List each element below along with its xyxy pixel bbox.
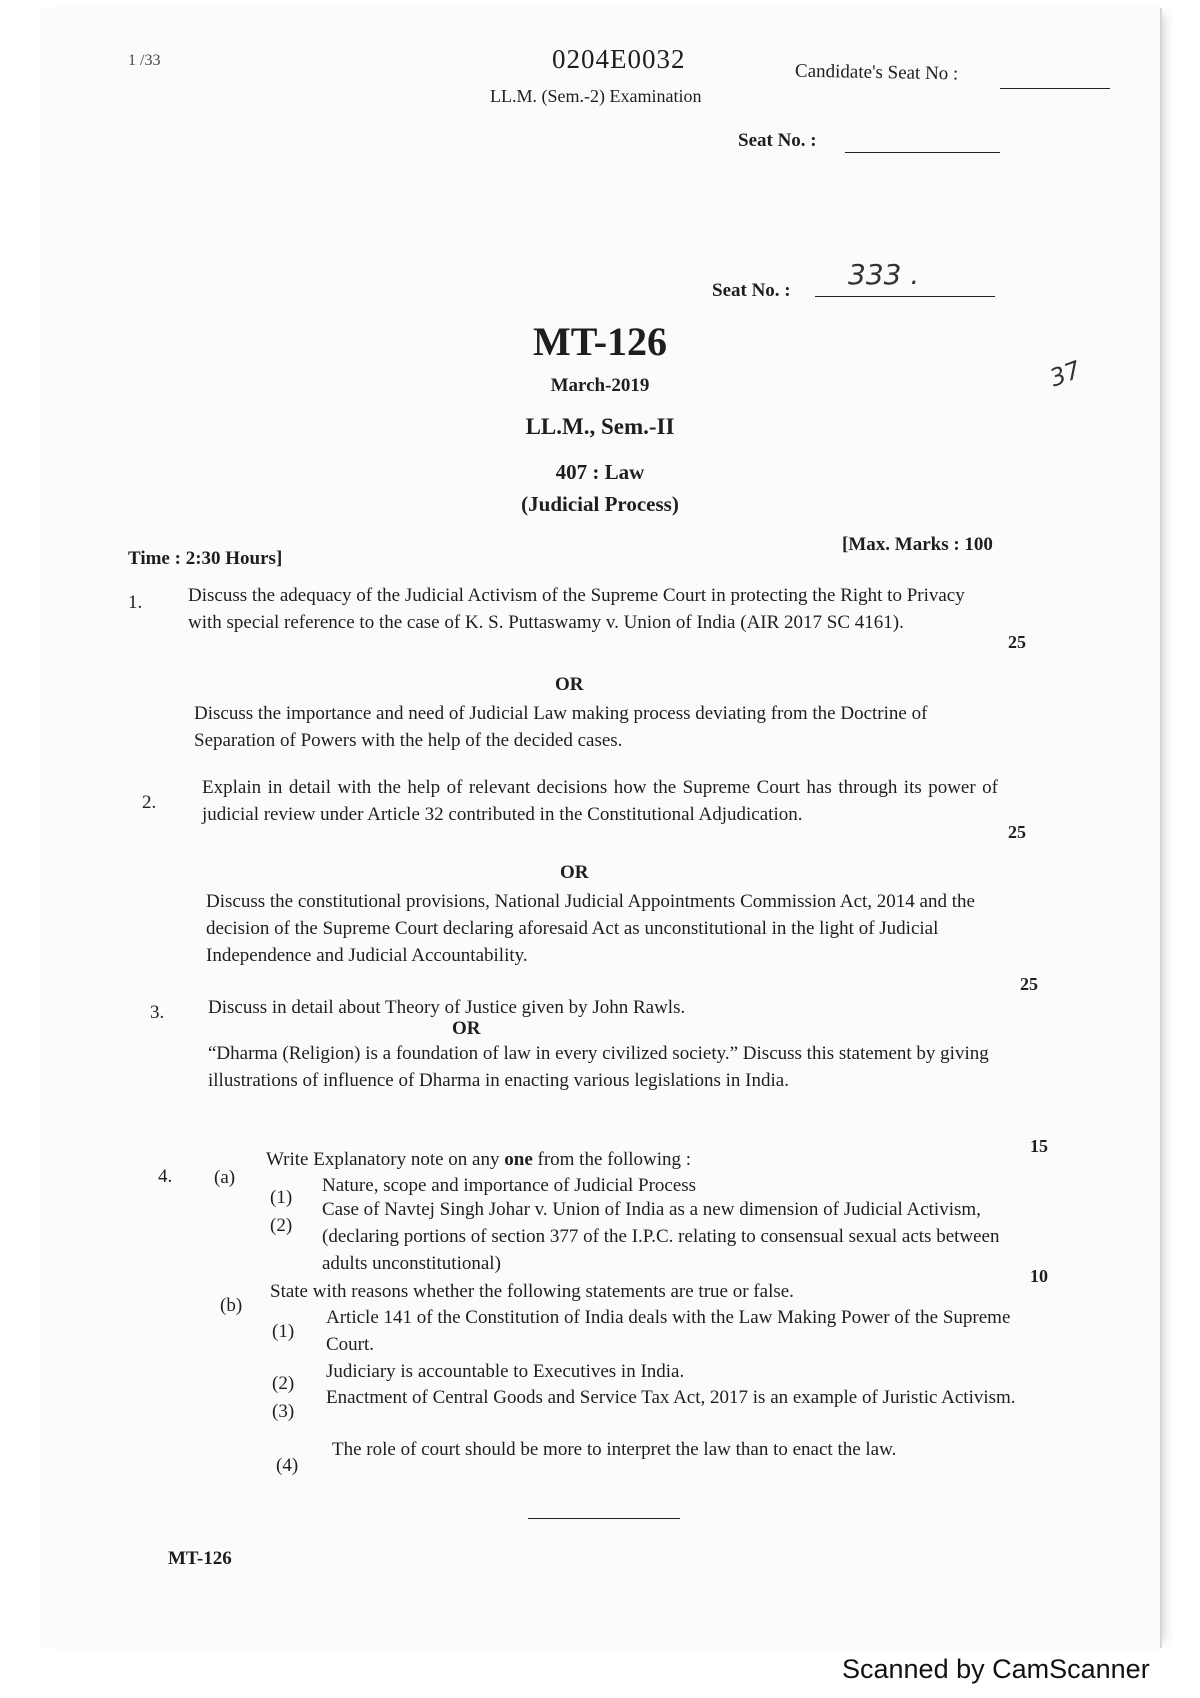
part-a-item-2: Case of Navtej Singh Johar v. Union of India as a new dimension of Judicial Activism, (declaring portions of section 377 of the I.P.C. relating to consensual sexual acts between adults unconstitutional) [322,1199,1000,1274]
part-b-item-4: The role of court should be more to interpret the law than to enact the law. [332,1439,897,1460]
question-1-alternative: Discuss the importance and need of Judicial Law making process deviating from the Doctrine of Separation of Powers with the help of the decided cases. [194,703,928,751]
item-number: (2) [272,1373,295,1394]
question-marks: 10 [1030,1266,1048,1286]
paper-code-title: MT-126 [532,319,668,364]
exam-session: March-2019 [550,375,650,396]
question-3-text: Discuss in detail about Theory of Justice given by John Rawls. [208,997,686,1018]
part-b-item-2: Judiciary is accountable to Executives in India. [326,1361,685,1382]
seat-number-label-1: Seat No. : [738,130,817,151]
part-b-instruction: State with reasons whether the following statements are true or false. [270,1281,794,1302]
page-reference: 1 /33 [128,52,161,69]
candidate-seat-label: Candidate's Seat No : [794,60,959,85]
handwritten-seat-number: 333 . [848,258,920,291]
or-separator: OR [560,862,589,883]
candidate-seat-line [1000,88,1110,89]
question-marks: 25 [1020,974,1038,994]
or-separator: OR [555,674,584,695]
item-number: (2) [270,1215,293,1236]
question-marks: 25 [1008,822,1026,842]
max-marks: [Max. Marks : 100 [842,534,993,555]
item-number: (1) [270,1187,293,1208]
part-label: (a) [214,1167,236,1188]
exam-code: 0204E0032 [552,44,686,74]
seat-number-line-2 [815,296,995,297]
exam-name: LL.M. (Sem.-2) Examination [490,86,702,106]
part-label: (b) [220,1295,243,1316]
course-name: LL.M., Sem.-II [525,414,675,439]
question-2-text: Explain in detail with the help of relevant decisions how the Supreme Court has through its power of judicial review under Article 32 contributed in the Constitutional Adjudication. [202,777,998,825]
subject-name: 407 : Law [555,460,645,484]
end-rule [528,1518,680,1519]
item-number: (1) [272,1321,295,1342]
seat-number-line-1 [845,152,1000,153]
question-number: 4. [158,1166,173,1187]
seat-number-label-2: Seat No. : [712,280,791,301]
or-separator: OR [452,1018,481,1039]
question-3-alternative: “Dharma (Religion) is a foundation of law in every civilized society.” Discuss this statement by giving illustrations of influence of Dharma in enacting various legislations in India. [208,1043,989,1091]
part-a-instruction: Write Explanatory note on any one from the following : [266,1149,692,1170]
handwritten-margin-mark: 37 [1046,355,1085,393]
item-number: (4) [276,1455,299,1476]
part-a-item-1: Nature, scope and importance of Judicial Process [322,1175,697,1196]
exam-time: Time : 2:30 Hours] [128,548,283,569]
topic-name: (Judicial Process) [521,492,679,516]
question-number: 2. [142,792,157,813]
part-b-item-3: Enactment of Central Goods and Service Tax Act, 2017 is an example of Juristic Activism. [326,1387,1016,1408]
question-number: 1. [128,592,143,613]
question-2-alternative: Discuss the constitutional provisions, National Judicial Appointments Commission Act, 2014 and the decision of the Supreme Court declaring aforesaid Act as unconstitutional in the light of Judicial Independence and Judicial Accountability. [206,891,975,966]
item-number: (3) [272,1401,295,1422]
footer-paper-code: MT-126 [168,1548,232,1569]
question-marks: 15 [1030,1136,1048,1156]
scanner-watermark: Scanned by CamScanner [842,1654,1150,1684]
part-b-item-1: Article 141 of the Constitution of India deals with the Law Making Power of the Supreme Court. [326,1307,1011,1355]
question-marks: 25 [1008,632,1026,652]
question-1-text: Discuss the adequacy of the Judicial Activism of the Supreme Court in protecting the Right to Privacy with special reference to the case of K. S. Puttaswamy v. Union of India (AIR 2017 SC 4161). [188,585,965,633]
question-number: 3. [150,1002,165,1023]
